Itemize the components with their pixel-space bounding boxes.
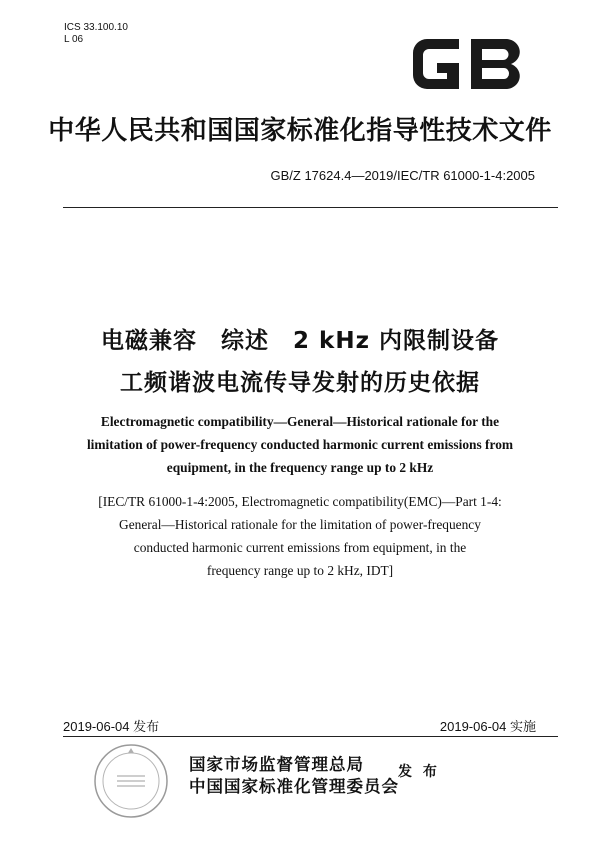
title-cn-line-1: 电磁兼容 综述 2 kHz 内限制设备 bbox=[101, 328, 499, 354]
watermark-seal-icon bbox=[92, 742, 170, 820]
ics-code: ICS 33.100.10 bbox=[64, 22, 128, 33]
issuer-line-1: 国家市场监督管理总局 bbox=[189, 755, 364, 774]
org-title: 中华人民共和国国家标准化指导性技术文件 bbox=[48, 116, 552, 146]
standard-number: GB/Z 17624.4—2019/IEC/TR 61000-1-4:2005 bbox=[270, 168, 535, 183]
iec-reference bbox=[55, 490, 545, 582]
title-cn-line-2: 工频谐波电流传导发射的历史依据 bbox=[120, 370, 480, 396]
footer-divider bbox=[63, 736, 558, 737]
title-en-line-1: Electromagnetic compatibility—General—Historical rationale for the bbox=[100, 414, 500, 429]
issuer-line-2: 中国国家标准化管理委员会 bbox=[189, 777, 399, 796]
iec-reference-line-1: [IEC/TR 61000-1-4:2005, Electromagnetic compatibility(EMC)—Part 1-4: bbox=[98, 494, 502, 509]
classification-codes bbox=[64, 22, 128, 46]
title-en bbox=[60, 410, 540, 479]
published-date: 2019-06-04 发布 bbox=[63, 719, 160, 734]
title-en-line-3: equipment, in the frequency range up to 2 kHz bbox=[166, 460, 434, 475]
publish-label: 发 布 bbox=[398, 764, 440, 780]
title-en-line-2: limitation of power-frequency conducted harmonic current emissions from bbox=[86, 437, 514, 452]
iec-reference-line-2: General—Historical rationale for the limitation of power-frequency bbox=[119, 517, 481, 532]
iec-reference-line-3: conducted harmonic current emissions from equipment, in the bbox=[133, 540, 467, 555]
gb-logo-icon bbox=[407, 33, 527, 95]
header-divider bbox=[63, 207, 558, 208]
implemented-date: 2019-06-04 实施 bbox=[439, 719, 536, 734]
iec-reference-line-4: frequency range up to 2 kHz, IDT] bbox=[206, 563, 394, 578]
ccs-code: L 06 bbox=[64, 34, 84, 45]
